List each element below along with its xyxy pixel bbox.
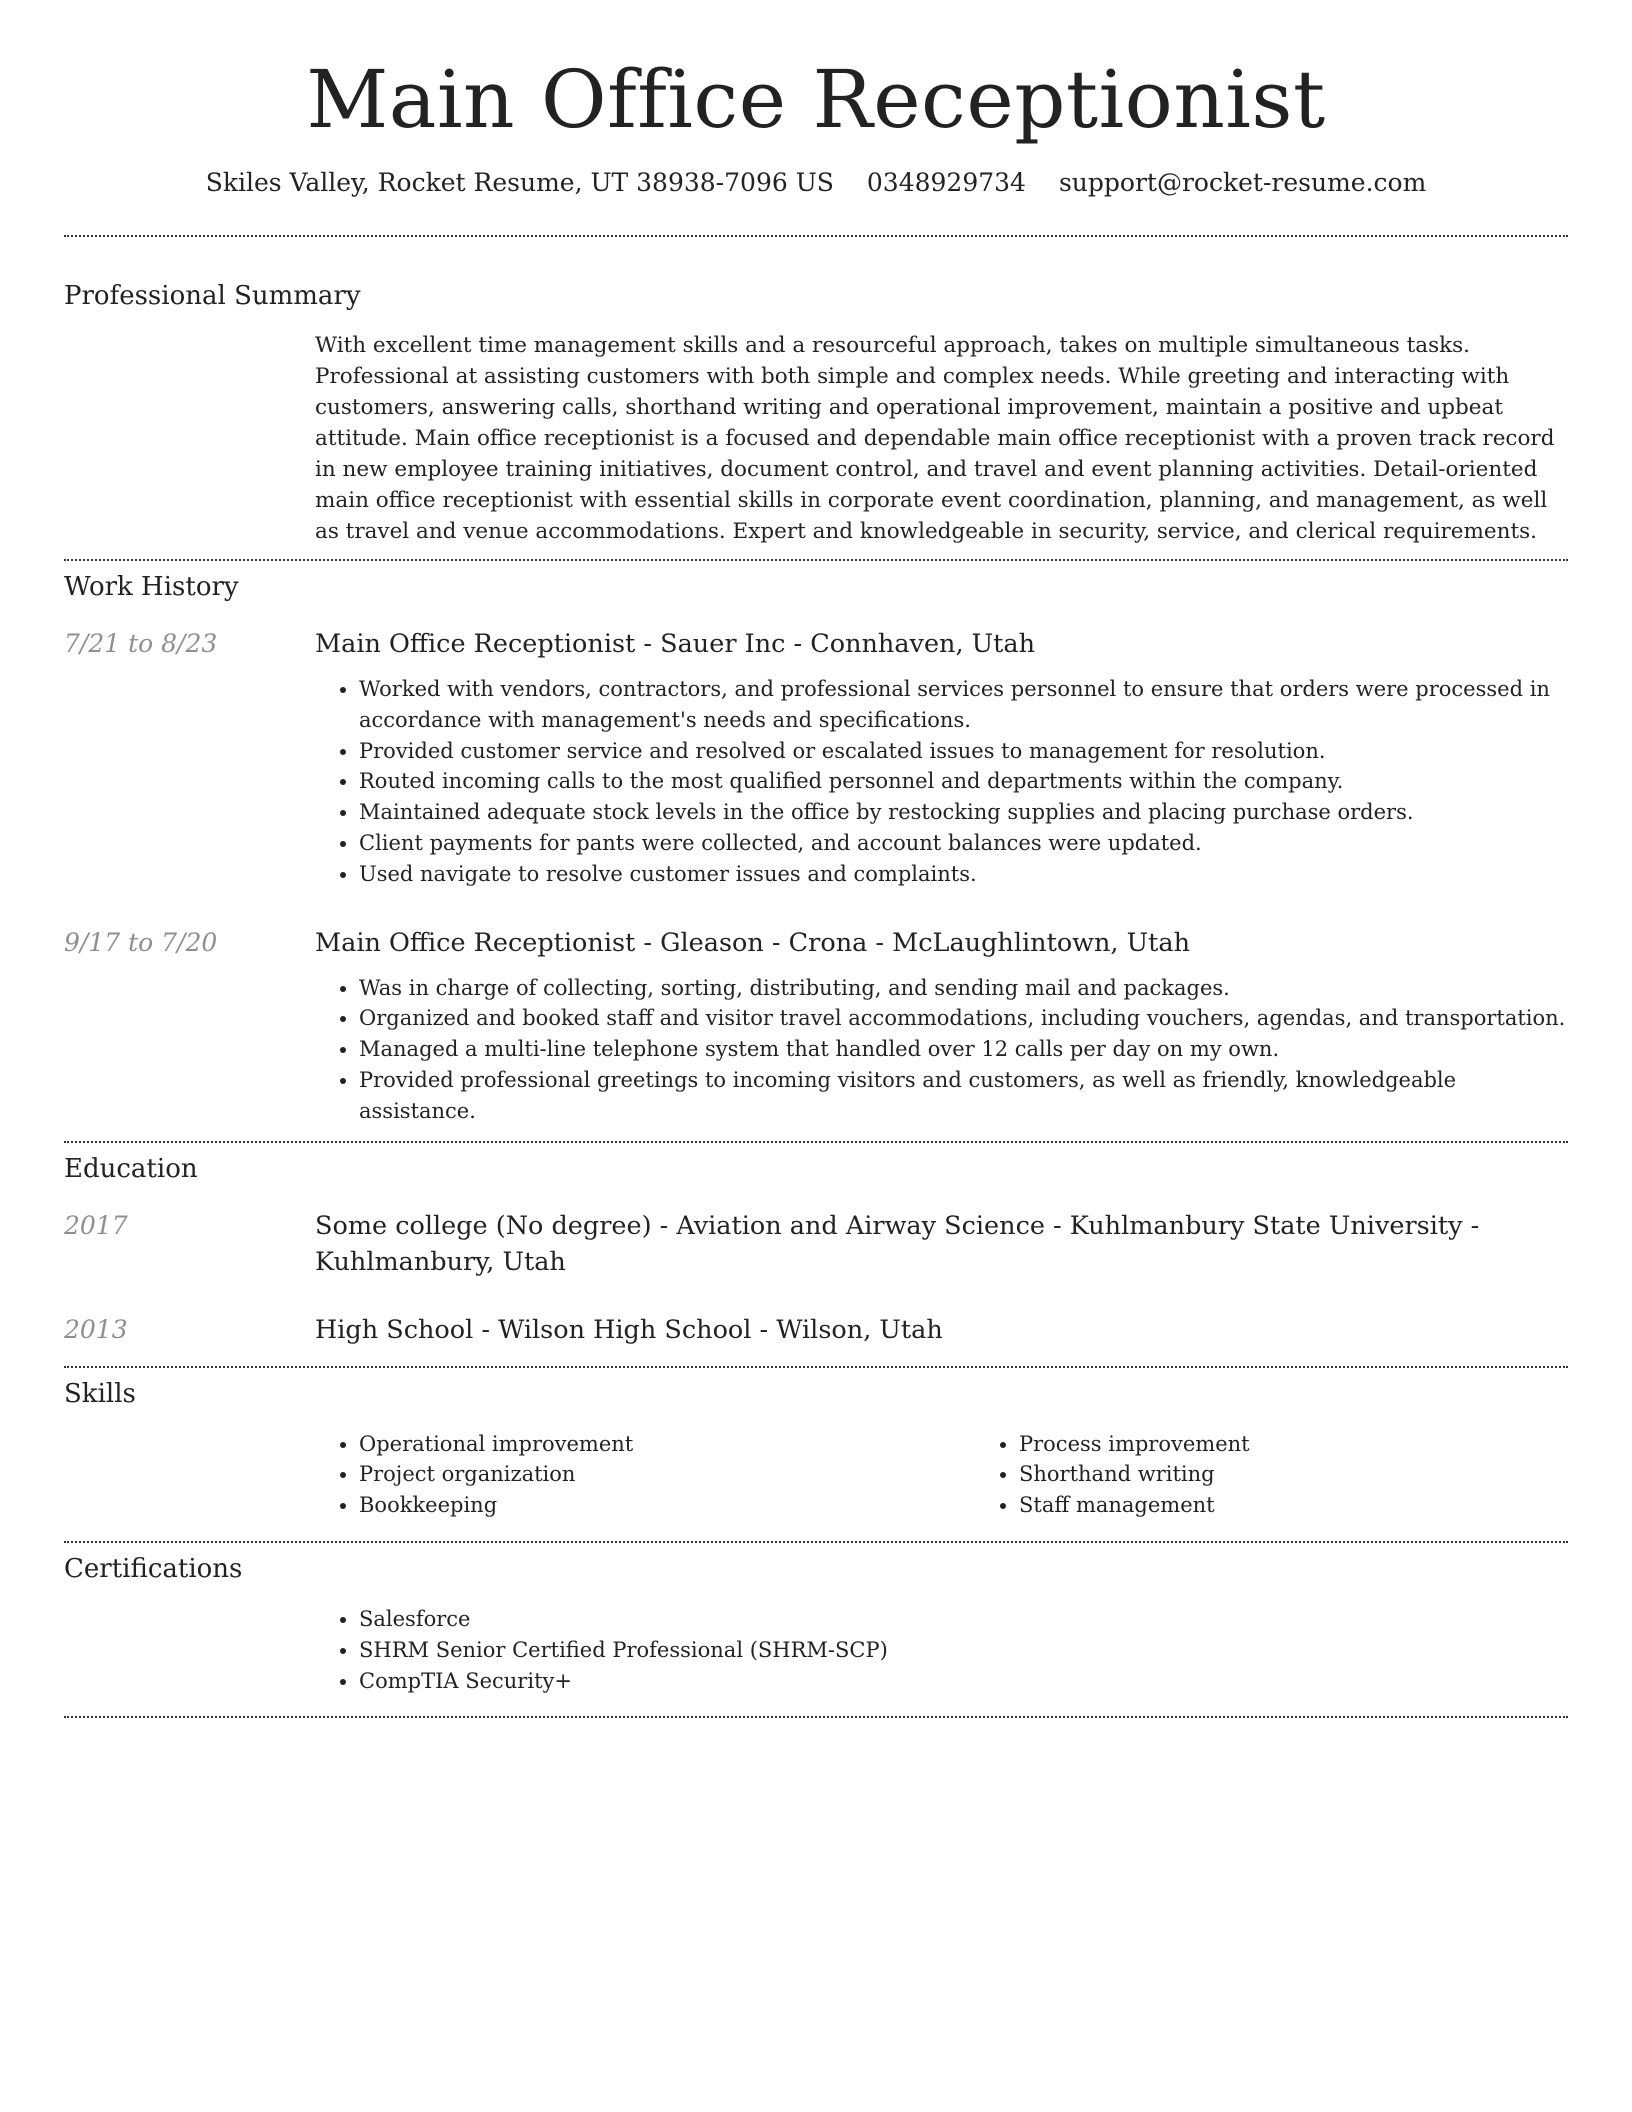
- list-item: • Staff management: [1019, 1490, 1632, 1521]
- list-item: • Provided professional greetings to incoming visitors and customers, as well as friendly, knowledgeable assistance.: [359, 1065, 1568, 1127]
- section-title-skills: Skills: [64, 1378, 136, 1409]
- education-heading: High School - Wilson High School - Wilson, Utah: [315, 1314, 943, 1345]
- divider: [64, 235, 1568, 237]
- summary-text: With excellent time management skills and a resourceful approach, takes on multiple simultaneous tasks. Professional at assisting customers with both simple and complex needs. While greeting and interacting with customers, answering calls, shorthand writing and operational improvement, maintain a positive and upbeat attitude. Main office receptionist is a focused and dependable main office receptionist with a proven track record in new employee training initiatives, document control, and travel and event planning activities. Detail-oriented main office receptionist with essential skills in corporate event coordination, planning, and management, as well as travel and venue accommodations. Expert and knowledgeable in security, service, and clerical requirements.: [315, 333, 1555, 544]
- list-item: • Client payments for pants were collected, and account balances were updated.: [359, 828, 1568, 859]
- contact-email: support@rocket-resume.com: [1058, 168, 1427, 197]
- list-item: • Project organization: [359, 1459, 975, 1490]
- list-item: • Worked with vendors, contractors, and professional services personnel to ensure that orders were processed in accordance with management's needs and specifications.: [359, 674, 1568, 736]
- skills-section: [64, 1377, 1568, 1521]
- job-dates: 9/17 to 7/20: [64, 927, 218, 957]
- list-item: • Used navigate to resolve customer issues and complaints.: [359, 859, 1568, 890]
- job-entry: [64, 925, 1568, 1127]
- section-title-work: Work History: [64, 572, 239, 602]
- list-item: • Provided customer service and resolved or escalated issues to management for resolution.: [359, 736, 1568, 767]
- job-heading: Main Office Receptionist - Sauer Inc - Connhaven, Utah: [315, 629, 1036, 659]
- contact-address: Skiles Valley, Rocket Resume, UT 38938-7096 US: [205, 168, 834, 197]
- list-item: • Bookkeeping: [359, 1490, 975, 1521]
- divider: [64, 1141, 1568, 1143]
- job-bullets: [315, 973, 1568, 1127]
- education-entry: [64, 1312, 1568, 1348]
- education-entry: [64, 1208, 1568, 1280]
- list-item: • Was in charge of collecting, sorting, distributing, and sending mail and packages.: [359, 973, 1568, 1004]
- divider: [64, 1541, 1568, 1543]
- candidate-name: Main Office Receptionist: [306, 53, 1326, 146]
- job-dates: 7/21 to 8/23: [64, 629, 218, 658]
- resume-header: [64, 0, 1568, 200]
- list-item: • Process improvement: [1019, 1429, 1632, 1460]
- section-title-education: Education: [64, 1153, 198, 1184]
- education-year: 2013: [64, 1314, 128, 1344]
- list-item: • Salesforce: [359, 1604, 1568, 1635]
- list-item: • CompTIA Security+: [359, 1666, 1568, 1697]
- list-item: • Shorthand writing: [1019, 1459, 1632, 1490]
- job-heading: Main Office Receptionist - Gleason - Crona - McLaughlintown, Utah: [315, 927, 1191, 958]
- job-entry: [64, 626, 1568, 890]
- contact-phone: 0348929734: [866, 168, 1026, 197]
- list-item: • Managed a multi-line telephone system that handled over 12 calls per day on my own.: [359, 1034, 1568, 1065]
- certifications-list: [315, 1604, 1568, 1696]
- education-section: [64, 1152, 1568, 1348]
- contact-line: [64, 166, 1568, 200]
- divider: [64, 1716, 1568, 1718]
- certifications-section: [64, 1552, 1568, 1696]
- job-bullets: [315, 674, 1568, 890]
- list-item: • Organized and booked staff and visitor travel accommodations, including vouchers, agendas, and transportation.: [359, 1003, 1568, 1034]
- divider: [64, 1366, 1568, 1368]
- work-history-section: [64, 570, 1568, 1127]
- skills-list-right: [975, 1429, 1632, 1521]
- summary-section: [64, 279, 1568, 547]
- list-item: • Maintained adequate stock levels in the office by restocking supplies and placing purchase orders.: [359, 797, 1568, 828]
- education-heading: Some college (No degree) - Aviation and Airway Science - Kuhlmanbury State University - Kuhlmanbury, Utah: [315, 1210, 1480, 1277]
- skills-list-left: [315, 1429, 975, 1521]
- list-item: • Operational improvement: [359, 1429, 975, 1460]
- section-title-certifications: Certifications: [64, 1553, 243, 1584]
- section-title-summary: Professional Summary: [64, 281, 361, 311]
- list-item: • Routed incoming calls to the most qualified personnel and departments within the company.: [359, 766, 1568, 797]
- divider: [64, 559, 1568, 561]
- list-item: • SHRM Senior Certified Professional (SHRM-SCP): [359, 1635, 1568, 1666]
- education-year: 2017: [64, 1210, 128, 1240]
